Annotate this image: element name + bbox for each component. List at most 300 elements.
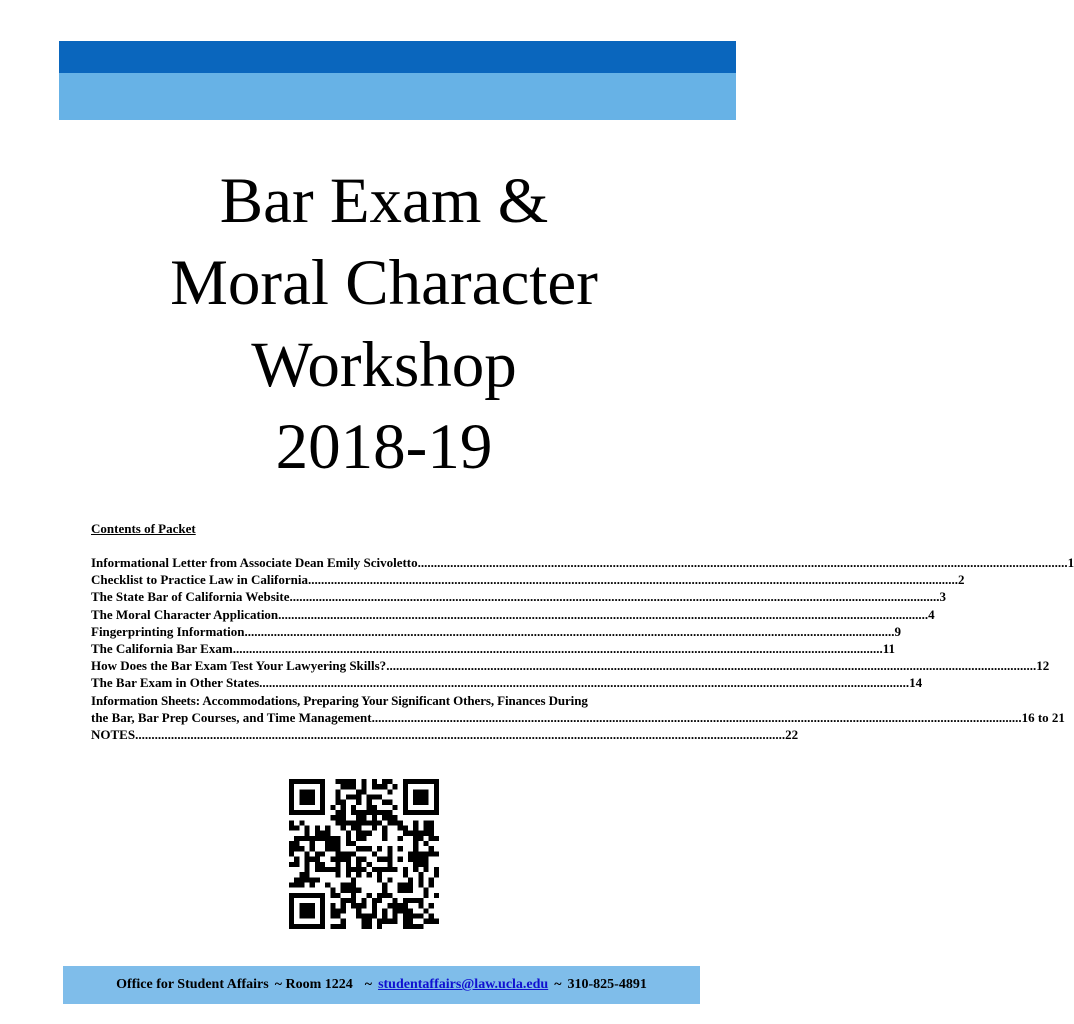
qr-module (351, 851, 356, 856)
qr-module (336, 789, 341, 794)
qr-module (413, 867, 418, 872)
qr-module (320, 862, 325, 867)
qr-module (423, 857, 428, 862)
qr-module (367, 846, 372, 851)
qr-module (356, 831, 361, 836)
qr-module (408, 882, 413, 887)
qr-module (310, 924, 315, 929)
qr-module (403, 795, 408, 800)
qr-module (392, 867, 397, 872)
qr-module (346, 867, 351, 872)
qr-module (392, 903, 397, 908)
qr-module (372, 815, 377, 820)
qr-module (434, 851, 439, 856)
qr-module (408, 877, 413, 882)
qr-module (361, 898, 366, 903)
qr-module (336, 857, 341, 862)
toc-entry (91, 640, 895, 657)
qr-module (315, 893, 320, 898)
qr-module (434, 779, 439, 784)
qr-module (330, 857, 335, 862)
qr-module (408, 888, 413, 893)
qr-module (403, 872, 408, 877)
toc-entry-page: 2 (958, 572, 965, 588)
qr-module (377, 893, 382, 898)
contents-heading: Contents of Packet (91, 521, 196, 536)
qr-module (429, 820, 434, 825)
qr-module (367, 795, 372, 800)
qr-module (429, 913, 434, 918)
qr-module (315, 924, 320, 929)
toc-entry-title: Checklist to Practice Law in California (91, 572, 308, 588)
qr-module (398, 846, 403, 851)
dot-leader: ........................................................................................................................................................................................................ (371, 709, 1022, 725)
qr-module (408, 857, 413, 862)
qr-module (346, 779, 351, 784)
qr-module (320, 810, 325, 815)
qr-module (341, 851, 346, 856)
qr-module (294, 924, 299, 929)
qr-module (351, 841, 356, 846)
qr-module (403, 831, 408, 836)
qr-module (289, 805, 294, 810)
qr-module (434, 795, 439, 800)
qr-module (294, 810, 299, 815)
qr-module (294, 882, 299, 887)
qr-module (356, 836, 361, 841)
qr-module (310, 841, 315, 846)
qr-module (351, 898, 356, 903)
toc-entry-title: Informational Letter from Associate Dean Emily Scivoletto (91, 555, 418, 570)
qr-module (289, 841, 294, 846)
qr-module (315, 831, 320, 836)
qr-module (434, 789, 439, 794)
qr-module (392, 784, 397, 789)
qr-module (361, 789, 366, 794)
qr-module (336, 820, 341, 825)
qr-module (351, 795, 356, 800)
qr-module (330, 888, 335, 893)
qr-module (398, 903, 403, 908)
qr-module (341, 805, 346, 810)
qr-module (289, 898, 294, 903)
qr-module (361, 779, 366, 784)
qr-module (299, 779, 304, 784)
qr-module (346, 795, 351, 800)
qr-module (408, 924, 413, 929)
qr-code-icon (289, 779, 439, 929)
qr-module (387, 919, 392, 924)
qr-module (429, 846, 434, 851)
qr-module (356, 795, 361, 800)
qr-module (423, 919, 428, 924)
qr-module (387, 789, 392, 794)
qr-module (346, 820, 351, 825)
qr-module (413, 841, 418, 846)
qr-module (377, 924, 382, 929)
qr-module (434, 810, 439, 815)
qr-module (320, 903, 325, 908)
qr-module (330, 841, 335, 846)
qr-module (320, 908, 325, 913)
qr-module (289, 903, 294, 908)
qr-module (294, 836, 299, 841)
qr-module (372, 820, 377, 825)
qr-module (398, 836, 403, 841)
qr-module (305, 867, 310, 872)
qr-module (310, 913, 315, 918)
qr-module (408, 913, 413, 918)
qr-module (423, 810, 428, 815)
qr-module (325, 826, 330, 831)
qr-module (413, 836, 418, 841)
qr-module (413, 898, 418, 903)
qr-module (341, 898, 346, 903)
qr-module (305, 810, 310, 815)
qr-module (377, 877, 382, 882)
qr-module (341, 857, 346, 862)
header-band-dark (59, 41, 736, 73)
qr-module (356, 815, 361, 820)
qr-module (346, 872, 351, 877)
qr-module (351, 893, 356, 898)
qr-module (299, 795, 304, 800)
qr-module (423, 867, 428, 872)
qr-module (413, 857, 418, 862)
qr-module (305, 836, 310, 841)
qr-module (341, 784, 346, 789)
qr-module (382, 913, 387, 918)
qr-module (299, 810, 304, 815)
qr-module (356, 820, 361, 825)
qr-module (341, 815, 346, 820)
qr-module (299, 882, 304, 887)
qr-module (330, 846, 335, 851)
qr-module (382, 826, 387, 831)
qr-module (418, 795, 423, 800)
qr-module (408, 831, 413, 836)
qr-module (418, 800, 423, 805)
qr-module (330, 903, 335, 908)
qr-module (310, 789, 315, 794)
toc-entry-title: The State Bar of California Website (91, 589, 290, 605)
qr-module (336, 908, 341, 913)
qr-module (356, 846, 361, 851)
qr-module (294, 779, 299, 784)
qr-module (367, 862, 372, 867)
qr-module (382, 836, 387, 841)
qr-module (372, 779, 377, 784)
qr-module (418, 882, 423, 887)
qr-module (341, 919, 346, 924)
qr-module (377, 898, 382, 903)
qr-module (289, 851, 294, 856)
qr-module (434, 893, 439, 898)
qr-module (382, 779, 387, 784)
toc-entry-page: 4 (928, 606, 935, 622)
qr-module (372, 795, 377, 800)
qr-module (418, 903, 423, 908)
qr-module (299, 846, 304, 851)
qr-module (299, 820, 304, 825)
qr-module (361, 857, 366, 862)
toc-entry (91, 554, 1074, 571)
qr-module (413, 913, 418, 918)
qr-module (398, 826, 403, 831)
qr-module (315, 836, 320, 841)
qr-module (299, 800, 304, 805)
qr-module (315, 810, 320, 815)
qr-module (372, 898, 377, 903)
qr-module (387, 846, 392, 851)
qr-module (330, 836, 335, 841)
qr-module (294, 893, 299, 898)
qr-module (289, 846, 294, 851)
qr-module (341, 779, 346, 784)
qr-module (392, 908, 397, 913)
qr-module (305, 893, 310, 898)
qr-module (310, 800, 315, 805)
qr-module (418, 924, 423, 929)
qr-module (403, 924, 408, 929)
qr-module (341, 924, 346, 929)
qr-module (289, 826, 294, 831)
qr-module (387, 820, 392, 825)
qr-module (408, 908, 413, 913)
qr-module (413, 800, 418, 805)
qr-module (315, 862, 320, 867)
dot-leader: ........................................................................................................................................................................................................ (417, 555, 1068, 570)
qr-module (387, 815, 392, 820)
qr-module (387, 867, 392, 872)
toc-entry-title: The California Bar Exam (91, 641, 233, 657)
qr-module (413, 820, 418, 825)
qr-module (408, 898, 413, 903)
qr-module (403, 882, 408, 887)
qr-module (336, 836, 341, 841)
qr-module (418, 898, 423, 903)
qr-module (320, 800, 325, 805)
qr-module (294, 826, 299, 831)
qr-module (429, 877, 434, 882)
qr-module (418, 779, 423, 784)
qr-module (423, 789, 428, 794)
toc-entry-page: 22 (785, 727, 799, 743)
qr-module (356, 867, 361, 872)
qr-module (429, 831, 434, 836)
email-link[interactable]: studentaffairs@law.ucla.edu (378, 977, 549, 992)
qr-module (299, 877, 304, 882)
qr-module (310, 877, 315, 882)
toc-entry (91, 606, 935, 623)
qr-module (310, 893, 315, 898)
qr-module (320, 779, 325, 784)
qr-module (413, 862, 418, 867)
qr-module (361, 831, 366, 836)
qr-module (392, 898, 397, 903)
qr-module (377, 810, 382, 815)
dot-leader: ........................................................................................................................................................................................................ (135, 727, 786, 743)
qr-module (351, 779, 356, 784)
qr-module (305, 795, 310, 800)
qr-module (346, 784, 351, 789)
qr-module (387, 857, 392, 862)
qr-module (403, 919, 408, 924)
qr-module (361, 784, 366, 789)
qr-module (315, 867, 320, 872)
qr-module (382, 815, 387, 820)
qr-module (289, 800, 294, 805)
qr-module (356, 800, 361, 805)
qr-module (403, 908, 408, 913)
qr-module (423, 888, 428, 893)
qr-module (299, 903, 304, 908)
qr-module (289, 924, 294, 929)
qr-module (361, 815, 366, 820)
qr-module (392, 913, 397, 918)
qr-module (330, 805, 335, 810)
qr-module (351, 810, 356, 815)
qr-module (336, 913, 341, 918)
qr-module (299, 924, 304, 929)
qr-module (305, 800, 310, 805)
qr-module (392, 919, 397, 924)
qr-module (403, 810, 408, 815)
qr-module (320, 789, 325, 794)
toc-entry-page: 3 (939, 589, 946, 605)
dot-leader: ........................................................................................................................................................................................................ (278, 606, 929, 622)
qr-module (367, 924, 372, 929)
qr-module (346, 841, 351, 846)
qr-module (387, 800, 392, 805)
qr-module (305, 908, 310, 913)
qr-module (403, 789, 408, 794)
qr-module (315, 851, 320, 856)
separator: ~ (554, 977, 562, 992)
qr-module (336, 851, 341, 856)
qr-module (367, 893, 372, 898)
qr-module (434, 805, 439, 810)
qr-module (434, 919, 439, 924)
qr-module (351, 888, 356, 893)
room-number: ~ Room 1224 (274, 977, 353, 992)
qr-module (382, 908, 387, 913)
qr-module (305, 862, 310, 867)
qr-module (398, 908, 403, 913)
qr-module (429, 779, 434, 784)
toc-entry-title: How Does the Bar Exam Test Your Lawyering Skills? (91, 658, 387, 674)
qr-module (408, 919, 413, 924)
toc-entry-page: 14 (909, 675, 923, 691)
qr-module (336, 893, 341, 898)
qr-module (305, 903, 310, 908)
qr-module (289, 779, 294, 784)
qr-module (361, 846, 366, 851)
qr-module (372, 805, 377, 810)
qr-module (434, 800, 439, 805)
qr-module (325, 836, 330, 841)
qr-module (320, 924, 325, 929)
qr-module (351, 805, 356, 810)
toc-entry-page: 11 (882, 641, 895, 657)
qr-module (377, 784, 382, 789)
qr-module (325, 831, 330, 836)
qr-module (372, 810, 377, 815)
qr-module (299, 836, 304, 841)
qr-module (429, 810, 434, 815)
dot-leader: ........................................................................................................................................................................................................ (289, 589, 940, 605)
qr-module (289, 893, 294, 898)
qr-module (413, 846, 418, 851)
qr-module (341, 800, 346, 805)
qr-module (377, 846, 382, 851)
document-title (0, 160, 768, 488)
qr-module (403, 800, 408, 805)
toc-entry-title: The Bar Exam in Other States (91, 675, 260, 691)
qr-module (403, 779, 408, 784)
qr-module (372, 826, 377, 831)
dot-leader: ........................................................................................................................................................................................................ (244, 623, 895, 639)
toc-entry-title-continued: the Bar, Bar Prep Courses, and Time Management (91, 709, 372, 725)
qr-module (413, 795, 418, 800)
title-line: 2018-19 (275, 411, 493, 483)
qr-module (336, 795, 341, 800)
qr-module (403, 784, 408, 789)
qr-module (356, 857, 361, 862)
qr-module (367, 831, 372, 836)
qr-module (336, 872, 341, 877)
qr-module (392, 820, 397, 825)
qr-module (351, 820, 356, 825)
qr-module (382, 882, 387, 887)
qr-module (289, 919, 294, 924)
qr-module (382, 919, 387, 924)
qr-module (351, 784, 356, 789)
qr-module (403, 898, 408, 903)
qr-module (330, 913, 335, 918)
qr-module (294, 857, 299, 862)
qr-module (330, 867, 335, 872)
qr-module (336, 924, 341, 929)
qr-module (413, 826, 418, 831)
qr-module (361, 820, 366, 825)
qr-module (299, 913, 304, 918)
qr-module (346, 898, 351, 903)
toc-entry-page: 9 (894, 623, 901, 639)
qr-module (434, 872, 439, 877)
qr-module (299, 908, 304, 913)
qr-module (351, 867, 356, 872)
qr-module (367, 805, 372, 810)
title-line: Moral Character (170, 247, 598, 319)
toc-entry (91, 674, 923, 691)
qr-module (305, 857, 310, 862)
qr-module (367, 820, 372, 825)
qr-module (403, 913, 408, 918)
qr-module (346, 888, 351, 893)
qr-module (315, 857, 320, 862)
qr-module (305, 789, 310, 794)
qr-module (408, 851, 413, 856)
qr-module (361, 913, 366, 918)
qr-module (325, 846, 330, 851)
qr-module (356, 903, 361, 908)
qr-module (398, 820, 403, 825)
qr-module (320, 836, 325, 841)
qr-module (341, 908, 346, 913)
qr-module (377, 857, 382, 862)
toc-entry (91, 623, 901, 640)
